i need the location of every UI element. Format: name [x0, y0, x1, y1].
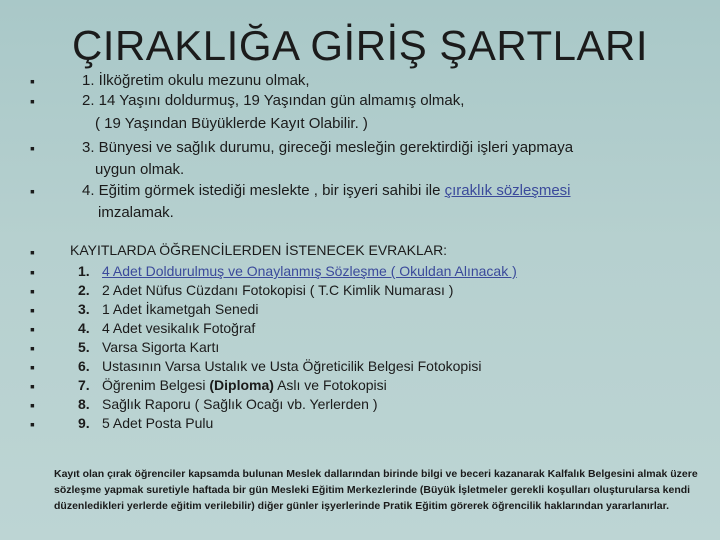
- document-number: 5.: [78, 339, 90, 355]
- bullet-icon: [30, 324, 40, 334]
- document-text-end: Aslı ve Fotokopisi: [273, 377, 387, 393]
- document-number: 4.: [78, 320, 90, 336]
- document-text: 1 Adet İkametgah Senedi: [102, 301, 259, 317]
- document-number: 1.: [78, 263, 90, 279]
- document-item: [78, 338, 219, 357]
- document-item: [78, 395, 377, 414]
- document-text: 4 Adet vesikalık Fotoğraf: [102, 320, 256, 336]
- bullet-icon: [30, 96, 40, 106]
- bullet-icon: [30, 186, 40, 196]
- contract-document-link[interactable]: 4 Adet Doldurulmuş ve Onaylanmış Sözleşme ( Okuldan Alınacak ): [102, 263, 517, 279]
- diploma-label: (Diploma): [209, 377, 274, 393]
- document-item: [78, 414, 213, 433]
- requirement-4: [82, 181, 571, 201]
- bullet-icon: [30, 247, 40, 257]
- document-number: 6.: [78, 358, 90, 374]
- requirement-2: 2. 14 Yaşını doldurmuş, 19 Yaşından gün almamış olmak,: [82, 92, 465, 109]
- bullet-icon: [30, 286, 40, 296]
- requirement-2-note: ( 19 Yaşından Büyüklerde Kayıt Olabilir. ): [95, 115, 368, 132]
- document-text: [102, 376, 387, 395]
- document-item: [78, 319, 255, 338]
- document-number: 8.: [78, 396, 90, 412]
- document-number: 2.: [78, 282, 90, 298]
- document-text: 2 Adet Nüfus Cüzdanı Fotokopisi ( T.C Kimlik Numarası ): [102, 282, 454, 298]
- document-number: 3.: [78, 301, 90, 317]
- document-item: [78, 376, 387, 395]
- requirement-1: 1. İlköğretim okulu mezunu olmak,: [82, 72, 310, 89]
- document-text-start: Öğrenim Belgesi: [102, 377, 210, 393]
- bullet-icon: [30, 362, 40, 372]
- document-item: [78, 300, 258, 319]
- footer-note: Kayıt olan çırak öğrenciler kapsamda bulunan Meslek dallarından birinde bilgi ve beceri kazanarak Kalfalık Belgesini almak üzere sözleşme yapmak suretiyle haftada bir gün Mesleki Eğitim Merkezlerinde (Büyük İşletmeler gerekli koşulları oluşturularsa kendi düzenledikleri yerlerde eğitim verilebilir) diğer günler işyerlerinde Pratik Eğitim görerek öğrencilik haklarından yararlanırlar.: [54, 468, 698, 512]
- document-text: Sağlık Raporu ( Sağlık Ocağı vb. Yerlerden ): [102, 396, 378, 412]
- documents-header: KAYITLARDA ÖĞRENCİLERDEN İSTENECEK EVRAKLAR:: [70, 242, 448, 258]
- requirement-3: 3. Bünyesi ve sağlık durumu, gireceği mesleğin gerektirdiği işleri yapmaya: [82, 139, 574, 156]
- bullet-icon: [30, 419, 40, 429]
- requirement-4-text: 4. Eğitim görmek istediği meslekte , bir işyeri sahibi ile: [82, 182, 445, 199]
- bullet-icon: [30, 76, 40, 86]
- bullet-icon: [30, 305, 40, 315]
- document-text: 5 Adet Posta Pulu: [102, 415, 214, 431]
- document-item: [78, 357, 481, 376]
- bullet-icon: [30, 143, 40, 153]
- document-item: [78, 281, 453, 300]
- bullet-icon: [30, 343, 40, 353]
- document-number: 7.: [78, 377, 90, 393]
- requirement-4-cont: imzalamak.: [98, 204, 174, 221]
- document-text: Ustasının Varsa Ustalık ve Usta Öğreticilik Belgesi Fotokopisi: [102, 358, 482, 374]
- bullet-icon: [30, 381, 40, 391]
- apprenticeship-contract-link[interactable]: çıraklık sözleşmesi: [444, 182, 571, 199]
- slide-title: ÇIRAKLIĞA GİRİŞ ŞARTLARI: [71, 22, 649, 69]
- document-text: Varsa Sigorta Kartı: [102, 339, 220, 355]
- bullet-icon: [30, 267, 40, 277]
- document-number: 9.: [78, 415, 90, 431]
- requirement-3-cont: uygun olmak.: [95, 161, 185, 178]
- bullet-icon: [30, 400, 40, 410]
- document-item: [78, 262, 517, 281]
